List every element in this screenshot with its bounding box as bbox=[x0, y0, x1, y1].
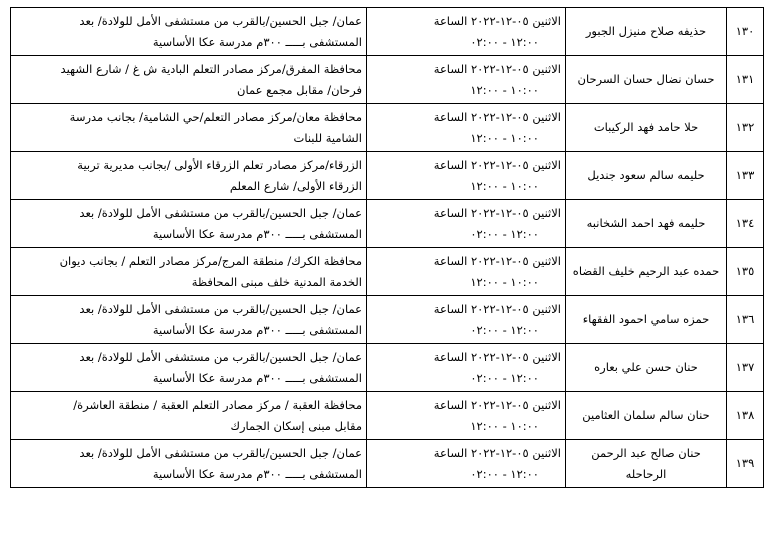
candidate-name: حمزه سامي احمود الفقهاء bbox=[566, 296, 727, 344]
exam-date: الاثنين ٠٥-١٢-٢٠٢٢ الساعة bbox=[433, 61, 561, 76]
exam-time: ١٢:٠٠ - ٠٢:٠٠ bbox=[470, 466, 539, 481]
row-number: ١٣٩ bbox=[727, 440, 764, 488]
exam-location-cell bbox=[11, 200, 367, 248]
exam-time: ١٠:٠٠ - ١٢:٠٠ bbox=[470, 418, 539, 433]
location-line-2: الشامية للبنات bbox=[293, 130, 362, 145]
exam-time: ١٢:٠٠ - ٠٢:٠٠ bbox=[470, 226, 539, 241]
schedule-table bbox=[10, 7, 764, 488]
location-line-1: عمان/ جبل الحسين/بالقرب من مستشفى الأمل للولادة/ بعد bbox=[79, 13, 362, 28]
table-row bbox=[11, 344, 764, 392]
table-row bbox=[11, 296, 764, 344]
location-line-1: عمان/ جبل الحسين/بالقرب من مستشفى الأمل للولادة/ بعد bbox=[79, 205, 362, 220]
table-row bbox=[11, 56, 764, 104]
table-row bbox=[11, 248, 764, 296]
location-line-2: الخدمة المدنية خلف مبنى المحافظة bbox=[191, 274, 362, 289]
table-row bbox=[11, 152, 764, 200]
exam-date: الاثنين ٠٥-١٢-٢٠٢٢ الساعة bbox=[433, 13, 561, 28]
row-number: ١٣٥ bbox=[727, 248, 764, 296]
row-number: ١٣٢ bbox=[727, 104, 764, 152]
exam-date-cell bbox=[367, 152, 566, 200]
exam-date-cell bbox=[367, 200, 566, 248]
candidate-name: حلا حامد فهد الركيبات bbox=[566, 104, 727, 152]
exam-date-cell bbox=[367, 248, 566, 296]
exam-location-cell bbox=[11, 440, 367, 488]
exam-location-cell bbox=[11, 248, 367, 296]
row-number: ١٣٧ bbox=[727, 344, 764, 392]
exam-location-cell bbox=[11, 8, 367, 56]
exam-time: ١٢:٠٠ - ٠٢:٠٠ bbox=[470, 370, 539, 385]
location-line-2: المستشفى بـــــ ٣٠٠م مدرسة عكا الأساسية bbox=[152, 322, 362, 337]
location-line-1: محافظة معان/مركز مصادر التعلم/حي الشامية/ بجانب مدرسة bbox=[69, 109, 362, 124]
row-number: ١٣٤ bbox=[727, 200, 764, 248]
exam-date: الاثنين ٠٥-١٢-٢٠٢٢ الساعة bbox=[433, 397, 561, 412]
location-line-2: مقابل مبنى إسكان الجمارك bbox=[230, 418, 362, 433]
exam-date: الاثنين ٠٥-١٢-٢٠٢٢ الساعة bbox=[433, 349, 561, 364]
table-row bbox=[11, 104, 764, 152]
table-row bbox=[11, 440, 764, 488]
exam-time: ١٢:٠٠ - ٠٢:٠٠ bbox=[470, 34, 539, 49]
exam-location-cell bbox=[11, 296, 367, 344]
exam-time: ١٠:٠٠ - ١٢:٠٠ bbox=[470, 82, 539, 97]
candidate-name: حليمه فهد احمد الشخانبه bbox=[566, 200, 727, 248]
table-row bbox=[11, 8, 764, 56]
location-line-2: المستشفى بـــــ ٣٠٠م مدرسة عكا الأساسية bbox=[152, 370, 362, 385]
schedule-table-body bbox=[11, 8, 764, 488]
candidate-name: حنان سالم سلمان العثامين bbox=[566, 392, 727, 440]
candidate-name: حليمه سالم سعود جنديل bbox=[566, 152, 727, 200]
row-number: ١٣٠ bbox=[727, 8, 764, 56]
location-line-1: محافظة المفرق/مركز مصادر التعلم البادية ش غ / شارع الشهيد bbox=[60, 61, 362, 76]
candidate-name: حذيفه صلاح منيزل الجبور bbox=[566, 8, 727, 56]
exam-date-cell bbox=[367, 104, 566, 152]
candidate-name: حنان حسن علي بعاره bbox=[566, 344, 727, 392]
exam-time: ١٠:٠٠ - ١٢:٠٠ bbox=[470, 274, 539, 289]
exam-time: ١٠:٠٠ - ١٢:٠٠ bbox=[470, 178, 539, 193]
exam-time: ١٠:٠٠ - ١٢:٠٠ bbox=[470, 130, 539, 145]
exam-date-cell bbox=[367, 8, 566, 56]
row-number: ١٣٣ bbox=[727, 152, 764, 200]
exam-date: الاثنين ٠٥-١٢-٢٠٢٢ الساعة bbox=[433, 109, 561, 124]
candidate-name: حسان نضال حسان السرحان bbox=[566, 56, 727, 104]
row-number: ١٣٨ bbox=[727, 392, 764, 440]
exam-location-cell bbox=[11, 152, 367, 200]
location-line-2: الزرقاء الأولى/ شارع المعلم bbox=[229, 178, 362, 193]
exam-date: الاثنين ٠٥-١٢-٢٠٢٢ الساعة bbox=[433, 205, 561, 220]
exam-date-cell bbox=[367, 56, 566, 104]
exam-date-cell bbox=[367, 344, 566, 392]
exam-date: الاثنين ٠٥-١٢-٢٠٢٢ الساعة bbox=[433, 253, 561, 268]
exam-location-cell bbox=[11, 344, 367, 392]
exam-date: الاثنين ٠٥-١٢-٢٠٢٢ الساعة bbox=[433, 157, 561, 172]
exam-date: الاثنين ٠٥-١٢-٢٠٢٢ الساعة bbox=[433, 301, 561, 316]
exam-location-cell bbox=[11, 392, 367, 440]
location-line-1: الزرقاء/مركز مصادر تعلم الزرقاء الأولى /بجانب مديرية تربية bbox=[77, 157, 362, 172]
location-line-1: عمان/ جبل الحسين/بالقرب من مستشفى الأمل للولادة/ بعد bbox=[79, 349, 362, 364]
location-line-2: فرحان/ مقابل مجمع عمان bbox=[237, 82, 362, 97]
location-line-2: المستشفى بـــــ ٣٠٠م مدرسة عكا الأساسية bbox=[152, 226, 362, 241]
location-line-1: عمان/ جبل الحسين/بالقرب من مستشفى الأمل للولادة/ بعد bbox=[79, 301, 362, 316]
location-line-2: المستشفى بـــــ ٣٠٠م مدرسة عكا الأساسية bbox=[152, 466, 362, 481]
exam-date: الاثنين ٠٥-١٢-٢٠٢٢ الساعة bbox=[433, 445, 561, 460]
row-number: ١٣١ bbox=[727, 56, 764, 104]
exam-date-cell bbox=[367, 440, 566, 488]
candidate-name: حنان صالح عبد الرحمن الرحاحله bbox=[566, 440, 727, 488]
exam-location-cell bbox=[11, 56, 367, 104]
row-number: ١٣٦ bbox=[727, 296, 764, 344]
exam-location-cell bbox=[11, 104, 367, 152]
location-line-1: عمان/ جبل الحسين/بالقرب من مستشفى الأمل للولادة/ بعد bbox=[79, 445, 362, 460]
location-line-1: محافظة الكرك/ منطقة المرج/مركز مصادر التعلم / بجانب ديوان bbox=[59, 253, 362, 268]
exam-date-cell bbox=[367, 296, 566, 344]
table-row bbox=[11, 392, 764, 440]
table-row bbox=[11, 200, 764, 248]
exam-date-cell bbox=[367, 392, 566, 440]
location-line-2: المستشفى بـــــ ٣٠٠م مدرسة عكا الأساسية bbox=[152, 34, 362, 49]
candidate-name: حمده عبد الرحيم خليف القضاه bbox=[566, 248, 727, 296]
exam-time: ١٢:٠٠ - ٠٢:٠٠ bbox=[470, 322, 539, 337]
location-line-1: محافظة العقبة / مركز مصادر التعلم العقبة / منطقة العاشرة/ bbox=[73, 397, 362, 412]
